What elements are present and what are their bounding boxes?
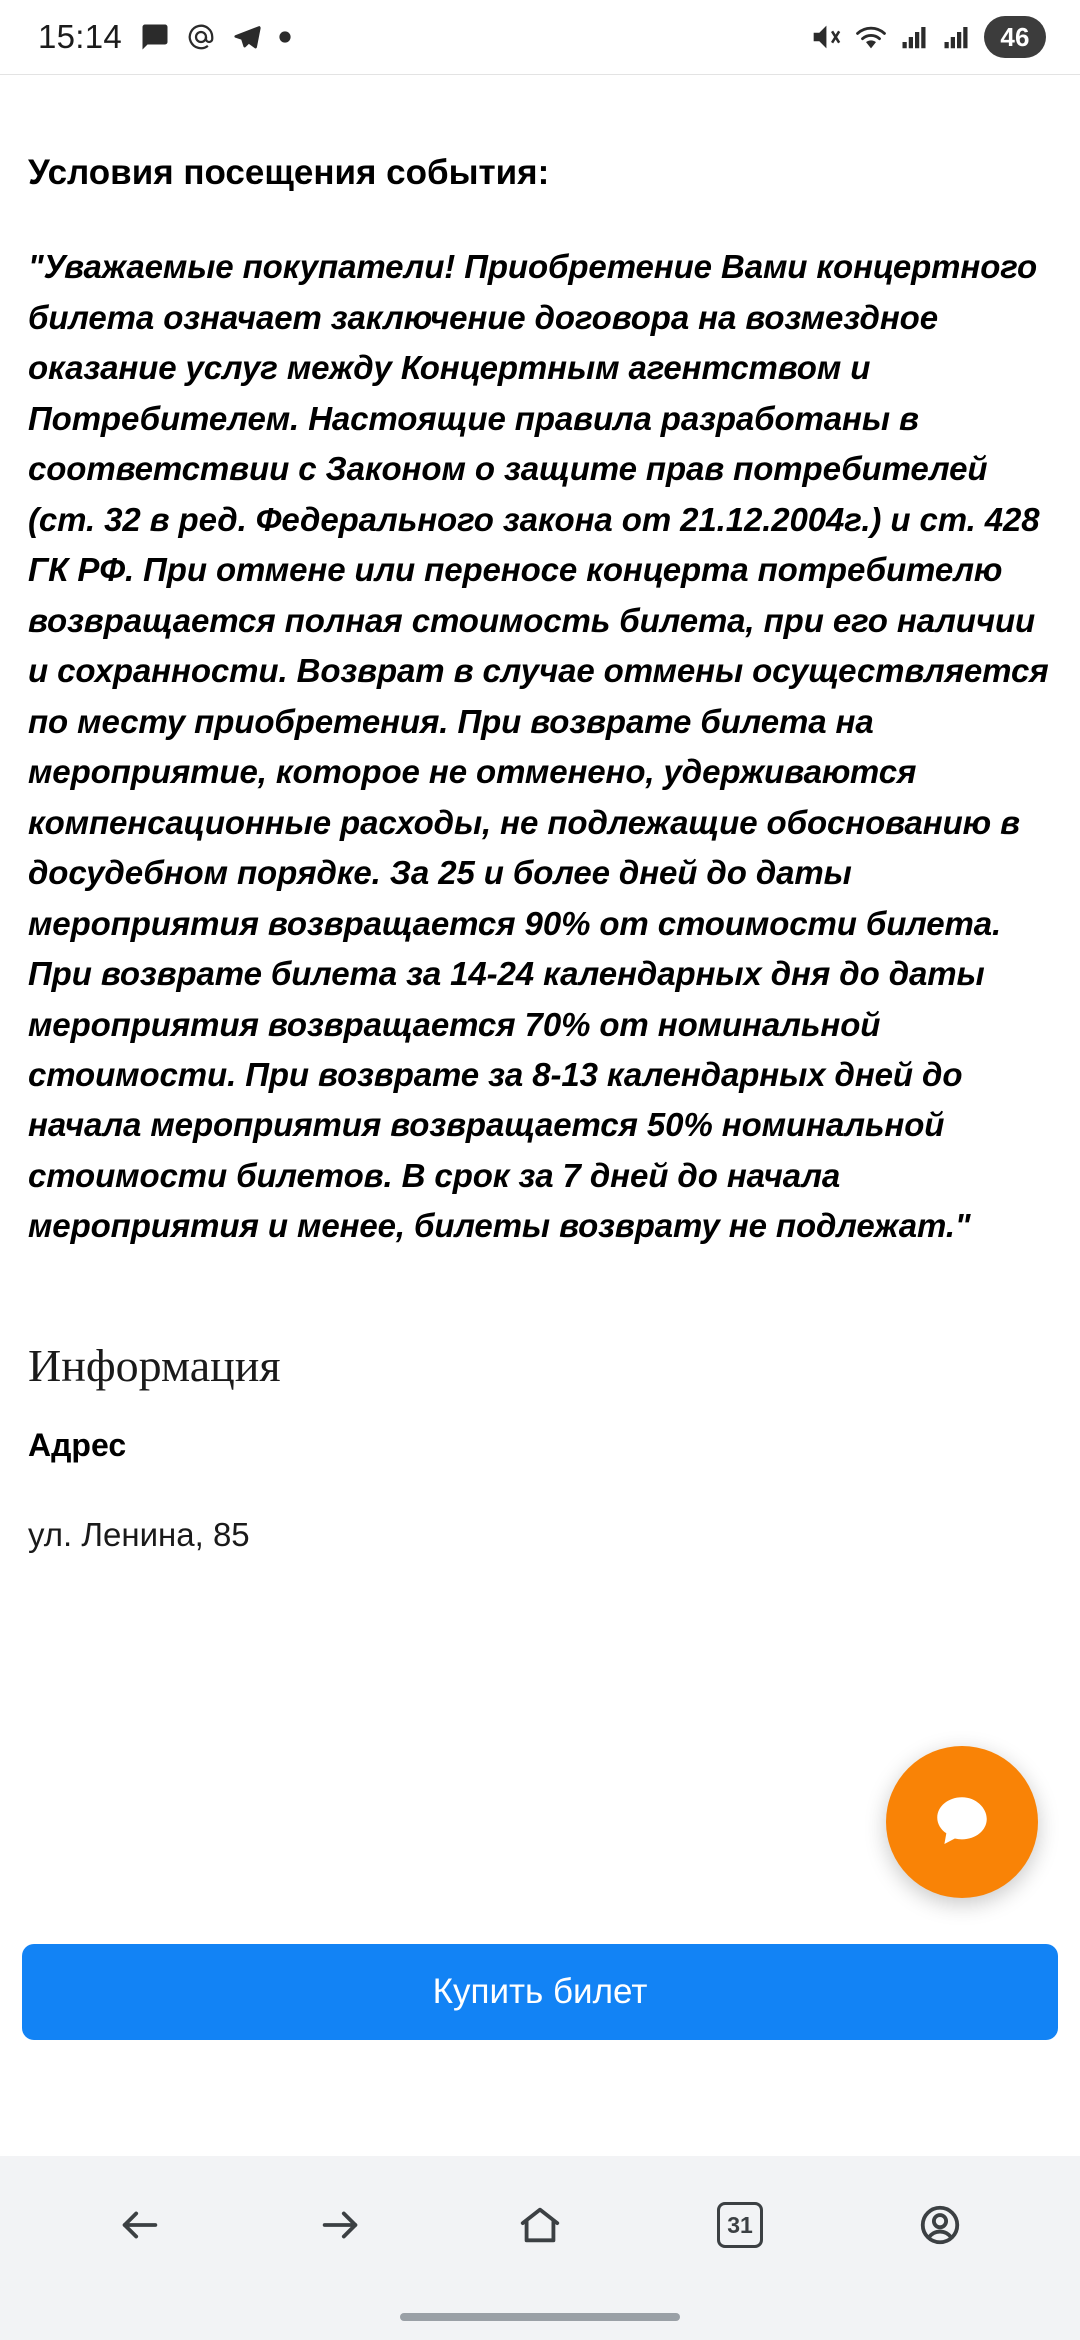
status-bar-right	[808, 16, 1046, 58]
tab-count-badge: 31	[717, 2202, 763, 2248]
chat-bubble-icon	[929, 1789, 995, 1855]
terms-heading: Условия посещения события:	[28, 153, 550, 192]
buy-ticket-bar	[22, 1944, 1058, 2040]
address-label: Адрес	[28, 1427, 127, 1464]
chat-bubble-icon	[140, 22, 170, 52]
terms-body-text: "Уважаемые покупатели! Приобретение Вами концертного билета означает заключение договора на возмездное оказание услуг между Концертным агентством и Потребителем. Настоящие правила разработаны в соответствии с Законом о защите прав потребителей (ст. 32 в ред. Федерального закона от 21.12.2004г.) и ст. 428 ГК РФ. При отмене или переносе концерта потребителю возвращается полная стоимость билета, при его наличии и сохранности. Возврат в случае отмены осуществляется по месту приобретения. При возврате билета на мероприятие, которое не отменено, удерживаются компенсационные расходы, не подлежащие обоснованию в досудебном порядке. За 25 и более дней до даты мероприятия возвращается 90% от стоимости билета. При возврате билета за 14-24 календарных дня до даты мероприятия возвращается 70% от номинальной стоимости. При возврате за 8-13 календарных дней до начала мероприятия возвращается 50% номинальной стоимости билетов. В срок за 7 дней до начала мероприятия и менее, билеты возврату не подлежат."	[28, 248, 1049, 1245]
status-notification-icons	[140, 22, 292, 52]
nav-back-button[interactable]	[95, 2180, 185, 2270]
telegram-icon	[232, 22, 262, 52]
signal-sim1-icon	[900, 22, 930, 52]
browser-navigation-bar	[0, 2156, 1080, 2294]
mute-icon	[808, 20, 842, 54]
info-section-heading: Информация	[28, 1339, 281, 1391]
status-bar	[0, 0, 1080, 74]
back-arrow-icon	[117, 2202, 163, 2248]
address-value: ул. Ленина, 85	[28, 1516, 250, 1554]
nav-home-button[interactable]	[495, 2180, 585, 2270]
battery-indicator: 46	[984, 16, 1046, 58]
nav-tabs-button[interactable]	[695, 2180, 785, 2270]
profile-icon	[917, 2202, 963, 2248]
gesture-pill[interactable]	[400, 2313, 680, 2321]
gesture-navigation-bar[interactable]	[0, 2294, 1080, 2340]
dot-icon	[278, 30, 292, 44]
chat-support-fab[interactable]	[886, 1746, 1038, 1898]
status-bar-left	[38, 18, 292, 56]
signal-sim2-icon	[942, 22, 972, 52]
nav-profile-button[interactable]	[895, 2180, 985, 2270]
page-content	[0, 75, 1080, 2156]
nav-forward-button[interactable]	[295, 2180, 385, 2270]
buy-ticket-button[interactable]: Купить билет	[22, 1944, 1058, 2040]
status-clock: 15:14	[38, 18, 123, 55]
mention-icon	[186, 22, 216, 52]
wifi-icon	[854, 20, 888, 54]
home-icon	[517, 2202, 563, 2248]
forward-arrow-icon	[317, 2202, 363, 2248]
